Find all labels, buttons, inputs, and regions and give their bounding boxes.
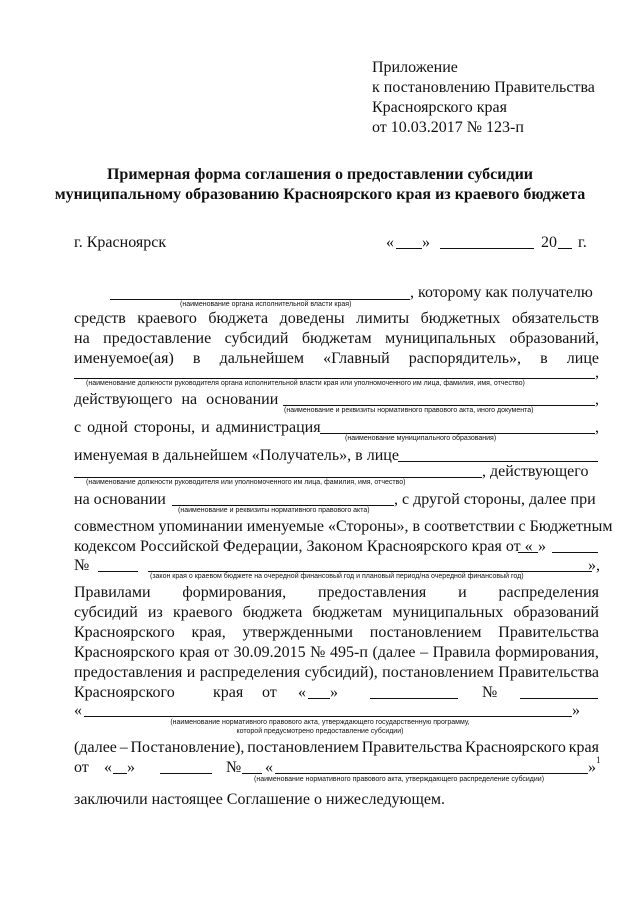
text-line: от [262,684,277,701]
law-number-blank [98,571,138,572]
text-line: « [104,759,112,776]
resolution-month-blank [370,698,458,699]
text-line: « [298,684,306,701]
text-line: « [265,759,273,776]
date-day-blank [396,248,422,249]
text-line: » [572,702,580,719]
comma: , [595,419,599,436]
distribution-month-blank [160,773,212,774]
authority-blank [110,299,410,300]
text-line: , с другой стороны, далее при [394,491,596,508]
footnote-mark: 1 [596,755,601,765]
law-name-blank [148,571,592,572]
text-line: » [538,538,546,555]
head-name-blank [74,378,595,379]
text-line: Красноярского края от 30.09.2015 № 495-п (далее – Правила формирования, [74,644,599,661]
text-line: кодексом Российской Федерации, Законом Красноярского края от « [74,538,533,555]
title-line: муниципальному образованию Красноярского края из краевого бюджета [54,186,586,203]
field-hint: (наименование должности руководителя или уполномоченного им лица, фамилия, имя, отчество) [86,479,406,486]
text-line: » [588,759,596,776]
comma: , [595,364,599,381]
title-line: Примерная форма соглашения о предоставлении субсидии [106,166,534,183]
attachment-line: Приложение [372,59,458,76]
date-year: 20 [541,234,557,251]
text-line: (далее – Постановление), постановлением Правительства Красноярского края [74,739,599,756]
date-suffix: г. [578,234,587,251]
comma: , [595,391,599,408]
recipient-basis-blank [172,505,394,506]
date-quote-open: « [386,234,394,251]
text-line: предоставления и распределения субсидий), постановлением Правительства [74,664,599,681]
text-line: , которому как получателю [410,284,593,301]
text-line: № [226,759,242,776]
date-year-blank [558,248,572,249]
text-line: Правилами формирования, предоставления и распределения [74,584,599,601]
text-line: Красноярского края, утвержденными постановлением Правительства [74,624,599,641]
field-hint: (наименование и реквизиты нормативного правового акта) [178,507,370,514]
text-line: Красноярского [74,684,175,701]
distribution-day-blank [113,773,127,774]
text-line: от [74,759,89,776]
text-line: , действующего [482,463,589,480]
date-month-blank [440,248,534,249]
field-hint: (наименование органа исполнительной власти края) [180,301,352,308]
text-line: на основании [74,491,166,508]
distribution-number-blank [242,773,262,774]
text-line: » [127,759,135,776]
law-month-blank [552,552,598,553]
field-hint: (наименование должности руководителя органа исполнительной власти края или уполномоченного им лица, фамилия, имя, отчество) [86,380,525,387]
text-line: действующего на основании [74,391,279,408]
field-hint: (наименование нормативного правового акта, утверждающего распределение субсидии) [254,776,545,783]
field-hint: (наименование муниципального образования) [345,435,497,442]
text-line: именуемое(ая) в дальнейшем «Главный распорядитель», в лице [74,350,599,367]
field-hint: (наименование нормативного правового акта, утверждающего государственную программу, [170,719,470,726]
text-line: » [330,684,338,701]
attachment-line: к постановлению Правительства [372,79,595,96]
attachment-line: Красноярского края [372,99,507,116]
resolution-day-blank [308,698,330,699]
text-line: с одной стороны, и администрация [74,419,321,436]
text-line: именуемая в дальнейшем «Получатель», в лице [74,447,399,464]
text-line: совместном упоминании именуемые «Стороны», в соответствии с Бюджетным [74,518,613,535]
text-line: », [588,557,600,574]
text-line: № [482,684,498,701]
recipient-head-blank-2 [74,477,482,478]
law-day-blank [518,552,538,553]
field-hint: (закон края о краевом бюджете на очередной финансовый год и плановый период/на очередной финансовый год) [150,573,524,580]
attachment-line: от 10.03.2017 № 123-п [372,119,524,136]
program-name-blank [84,716,572,717]
text-line: средств краевого бюджета доведены лимиты бюджетных обязательств [74,310,599,327]
municipality-blank [320,433,595,434]
place-label: г. Красноярск [74,234,167,251]
field-hint: (наименование и реквизиты нормативного правового акта, иного документа) [284,407,534,414]
text-line: на предоставление субсидий бюджетам муниципальных образований, [74,330,599,347]
text-line: заключили настоящее Соглашение о нижеследующем. [74,791,446,808]
text-line: « [74,702,82,719]
basis-blank [283,405,595,406]
text-line: субсидий из краевого бюджета бюджетам муниципальных образований [74,604,599,621]
field-hint: которой предусмотрено предоставление субсидии) [236,728,404,735]
text-line: края [213,684,244,701]
text-line: № [74,557,90,574]
resolution-number-blank [520,698,598,699]
date-quote-close: » [422,234,430,251]
distribution-name-blank [275,773,588,774]
